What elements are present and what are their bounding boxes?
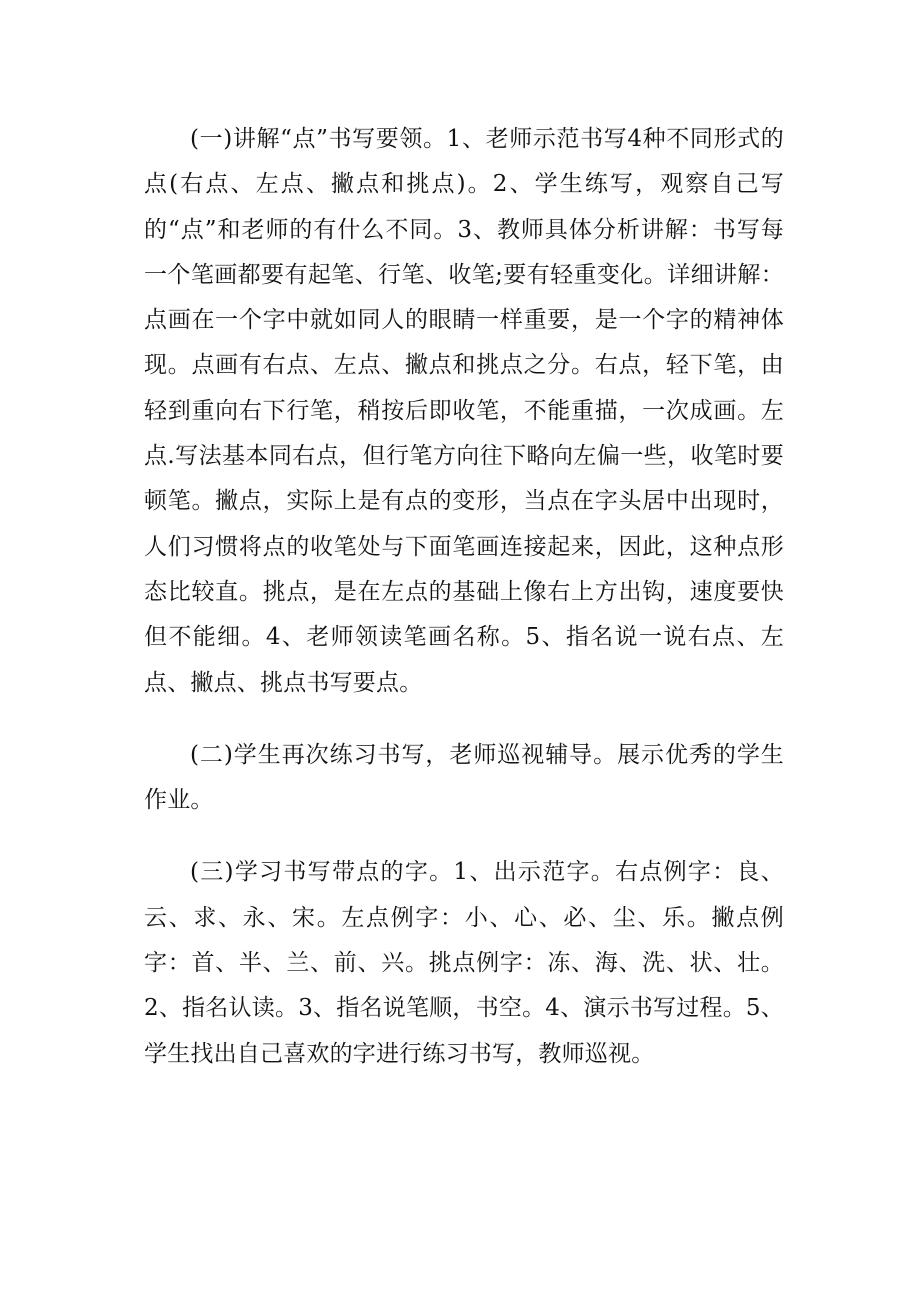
document-body [144, 117, 784, 1077]
paragraph-1: (一)讲解“点”书写要领。1、老师示范书写4种不同形式的点(右点、左点、撇点和挑点)。2、学生练写，观察自己写的“点”和老师的有什么不同。3、教师具体分析讲解：书写每一个笔画都要有起笔、行笔、收笔;要有轻重变化。详细讲解：点画在一个字中就如同人的眼睛一样重要，是一个字的精神体现。点画有右点、左点、撇点和挑点之分。右点，轻下笔，由轻到重向右下行笔，稍按后即收笔，不能重描，一次成画。左点.写法基本同右点，但行笔方向往下略向左偏一些，收笔时要顿笔。撇点，实际上是有点的变形，当点在字头居中出现时，人们习惯将点的收笔处与下面笔画连接起来，因此，这种点形态比较直。挑点，是在左点的基础上像右上方出钩，速度要快但不能细。4、老师领读笔画名称。5、指名说一说右点、左点、撇点、挑点书写要点。 [144, 126, 784, 696]
paragraph-3: (三)学习书写带点的字。1、出示范字。右点例字：良、云、求、永、宋。左点例字：小、心、必、尘、乐。撇点例字：首、半、兰、前、兴。挑点例字：冻、海、洗、状、壮。2、指名认读。3、指名说笔顺，书空。4、演示书写过程。5、学生找出自己喜欢的字进行练习书写，教师巡视。 [144, 859, 784, 1067]
paragraph-2: (二)学生再次练习书写，老师巡视辅导。展示优秀的学生作业。 [144, 741, 784, 814]
